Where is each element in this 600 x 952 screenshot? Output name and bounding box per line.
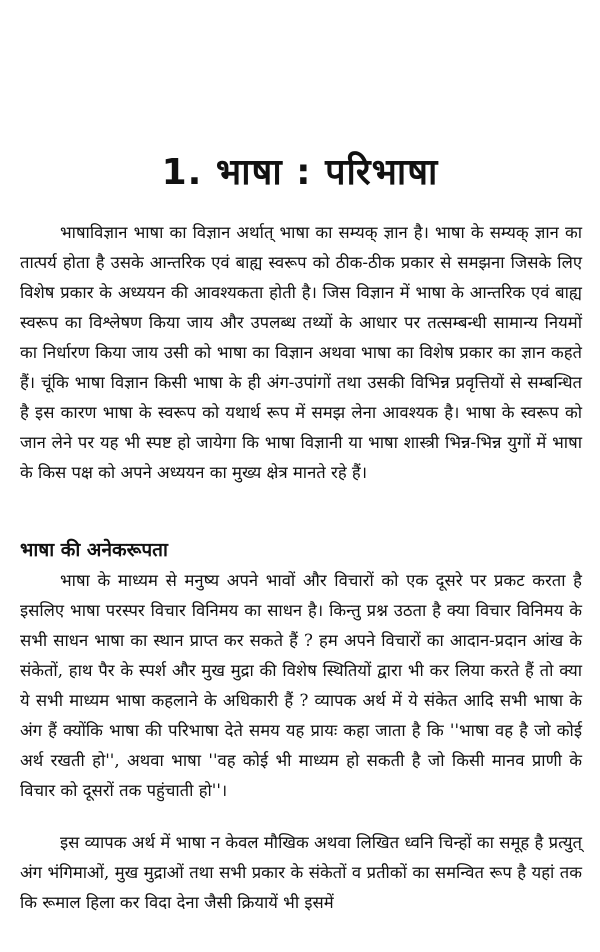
paragraph-broad-meaning: इस व्यापक अर्थ में भाषा न केवल मौखिक अथवा लिखित ध्वनि चिन्हों का समूह है प्रत्युत् अंग भंगिमाओं, मुख मुद्राओं तथा सभी प्रकार के संकेतों व प्रतीकों का समन्वित रूप है यहां तक कि रूमाल हिला कर विदा देना जैसी क्रियायें भी इसमें [20, 833, 582, 912]
chapter-title: 1. भाषा : परिभाषा [161, 152, 439, 194]
paragraph-intro: भाषाविज्ञान भाषा का विज्ञान अर्थात् भाषा का सम्यक् ज्ञान है। भाषा के सम्यक् ज्ञान का तात्पर्य होता है उसके आन्तरिक एवं बाह्य स्वरूप को ठीक-ठीक प्रकार से समझना जिसके लिए विशेष प्रकार के अध्ययन की आवश्यकता होती है। जिस विज्ञान में भाषा के आन्तरिक एवं बाह्य स्वरूप का विश्लेषण किया जाय और उपलब्ध तथ्यों के आधार पर तत्सम्बन्धी सामान्य नियमों का निर्धारण किया जाय उसी को भाषा का विज्ञान अथवा भाषा का विशेष प्रकार का ज्ञान कहते हैं। चूंकि भाषा विज्ञान किसी भाषा के ही अंग-उपांगों तथा उसकी विभिन्न प्रवृत्तियों से सम्बन्धित है इस कारण भाषा के स्वरूप को यथार्थ रूप में समझ लेना आवश्यक है। भाषा के स्वरूप को जान लेने पर यह भी स्पष्ट हो जायेगा कि भाषा विज्ञानी या भाषा शास्त्री भिन्न-भिन्न युगों में भाषा के किस पक्ष को अपने अध्ययन का मुख्य क्षेत्र मानते रहे हैं। [20, 223, 582, 482]
paragraph-communication: भाषा के माध्यम से मनुष्य अपने भावों और विचारों को एक दूसरे पर प्रकट करता है इसलिए भाषा परस्पर विचार विनिमय का साधन है। किन्तु प्रश्न उठता है क्या विचार विनिमय के सभी साधन भाषा का स्थान प्राप्त कर सकते हैं ? हम अपने विचारों का आदान-प्रदान आंख के संकेतों, हाथ पैर के स्पर्श और मुख मुद्रा की विशेष स्थितियों द्वारा भी कर लिया करते हैं तो क्या ये सभी माध्यम भाषा कहलाने के अधिकारी हैं ? व्यापक अर्थ में ये संकेत आदि सभी भाषा के अंग हैं क्योंकि भाषा की परिभाषा देते समय यह प्रायः कहा जाता है कि ''भाषा वह है जो कोई अर्थ रखती हो'', अथवा भाषा ''वह कोई भी माध्यम हो सकती है जो किसी मानव प्राणी के विचार को दूसरों तक पहुंचाती हो''। [20, 571, 582, 800]
section-heading: भाषा की अनेकरूपता [20, 539, 168, 561]
